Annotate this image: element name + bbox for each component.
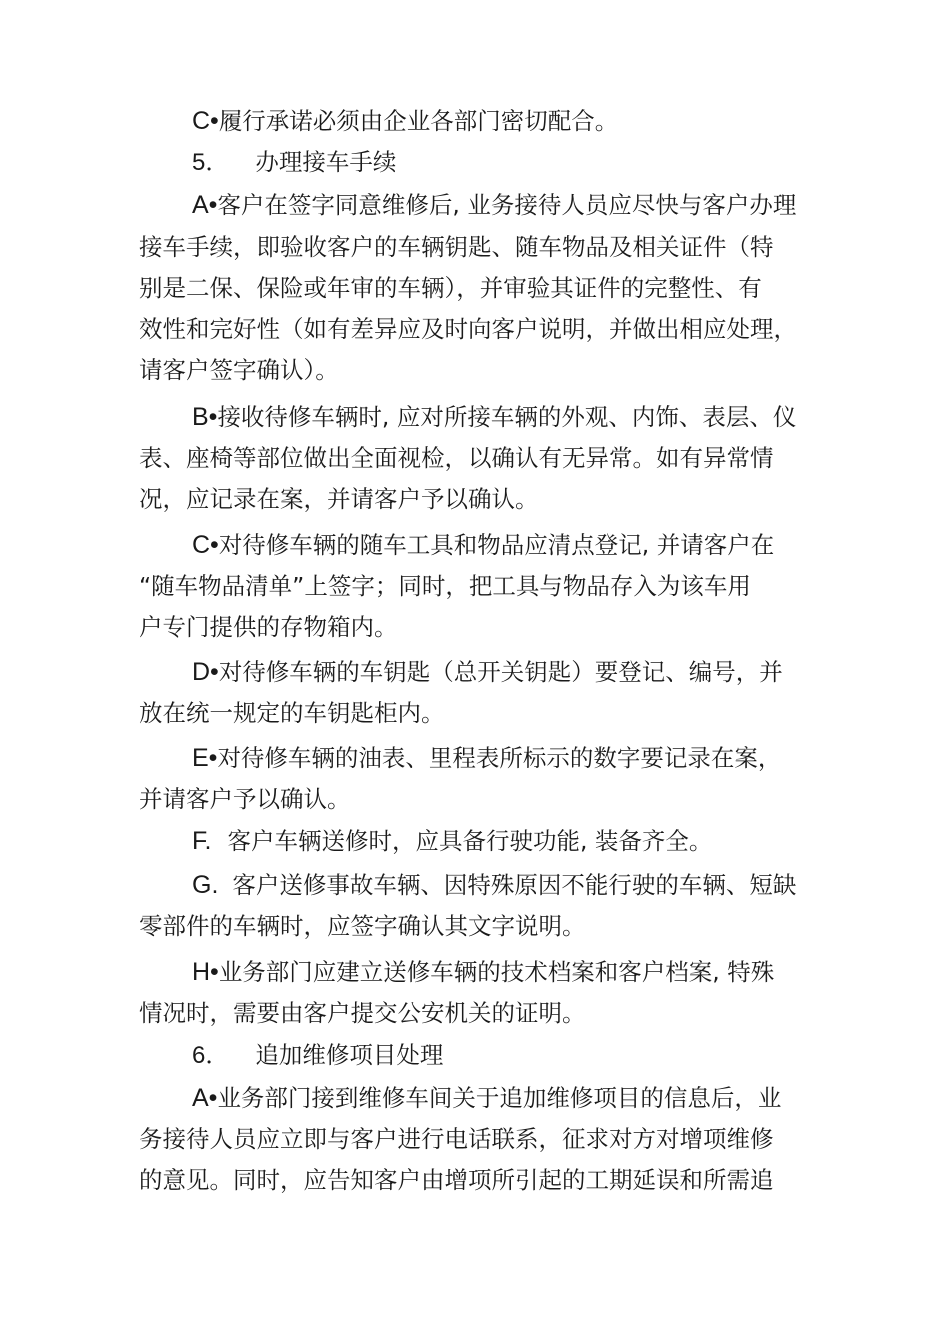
paragraph-b-line-2: 表、座椅等部位做出全面视检，以确认有无异常。如有异常情	[139, 444, 774, 472]
paragraph-h-line-2: 情况时，需要由客户提交公安机关的证明。	[139, 999, 586, 1027]
paragraph-a2-line-2: 务接待人员应立即与客户进行电话联系，征求对方对增项维修	[139, 1125, 774, 1153]
section-heading-5	[192, 147, 882, 178]
paragraph-text: 业务部门应建立送修车辆的技术档案和客户档案, 特殊	[218, 958, 775, 986]
paragraph-e-line-2: 并请客户予以确认。	[139, 785, 351, 813]
paragraph-text: 接收待修车辆时, 应对所接车辆的外观、内饰、表层、仪	[217, 403, 797, 431]
item-marker: H•	[192, 958, 219, 986]
paragraph-text: 履行承诺必须由企业各部门密切配合。	[218, 107, 619, 135]
item-marker: A•	[192, 1084, 218, 1112]
paragraph-text: 客户送修事故车辆、因特殊原因不能行驶的车辆、短缺	[232, 871, 797, 899]
section-number: 6．	[192, 1042, 230, 1069]
section-number: 5．	[192, 149, 230, 176]
paragraph-text: 对待修车辆的随车工具和物品应清点登记, 并请客户在	[218, 531, 775, 559]
paragraph-g-line-1	[192, 870, 882, 900]
paragraph-a-line-3: 别是二保、保险或年审的车辆），并审验其证件的完整性、有	[139, 274, 762, 302]
item-marker: C•	[192, 107, 219, 135]
paragraph-a-line-4: 效性和完好性（如有差异应及时向客户说明，并做出相应处理，	[139, 315, 797, 343]
paragraph-a2-line-3: 的意见。同时，应告知客户由增项所引起的工期延误和所需追	[139, 1166, 774, 1194]
item-marker: D•	[192, 658, 219, 686]
item-marker: A•	[192, 191, 218, 219]
paragraph-a2-line-1	[192, 1083, 882, 1113]
paragraph-h-line-1	[192, 957, 882, 987]
paragraph-c-line-1	[192, 106, 882, 136]
paragraph-text: 对待修车辆的油表、里程表所标示的数字要记录在案，	[217, 744, 782, 772]
section-title: 追加维修项目处理	[255, 1041, 444, 1069]
paragraph-g-line-2: 零部件的车辆时，应签字确认其文字说明。	[139, 912, 586, 940]
paragraph-a-line-5: 请客户签字确认）。	[139, 356, 339, 384]
paragraph-text: 业务部门接到维修车间关于追加维修项目的信息后，业	[217, 1084, 782, 1112]
paragraph-text: 客户车辆送修时，应具备行驶功能, 装备齐全。	[227, 827, 713, 855]
paragraph-f-line-1	[192, 826, 882, 856]
paragraph-b-line-1	[192, 402, 882, 432]
paragraph-text: 客户在签字同意维修后, 业务接待人员应尽快与客户办理	[217, 191, 797, 219]
paragraph-e-line-1	[192, 743, 882, 773]
paragraph-a-line-1	[192, 190, 882, 220]
item-marker: E•	[192, 744, 218, 772]
item-marker: C•	[192, 531, 219, 559]
section-title: 办理接车手续	[255, 148, 397, 176]
paragraph-b-line-3: 况，应记录在案，并请客户予以确认。	[139, 485, 539, 513]
paragraph-c2-line-3: 户专门提供的存物箱内。	[139, 613, 398, 641]
paragraph-d-line-1	[192, 657, 882, 687]
paragraph-c2-line-2: “随车物品清单”上签字；同时，把工具与物品存入为该车用	[139, 572, 751, 600]
item-marker: F.	[192, 827, 212, 855]
item-marker: G.	[192, 871, 219, 899]
section-heading-6	[192, 1040, 882, 1071]
item-marker: B•	[192, 403, 218, 431]
paragraph-d-line-2: 放在统一规定的车钥匙柜内。	[139, 699, 445, 727]
paragraph-c2-line-1	[192, 530, 882, 560]
paragraph-a-line-2: 接车手续，即验收客户的车辆钥匙、随车物品及相关证件（特	[139, 233, 774, 261]
paragraph-text: 对待修车辆的车钥匙（总开关钥匙）要登记、编号，并	[218, 658, 783, 686]
